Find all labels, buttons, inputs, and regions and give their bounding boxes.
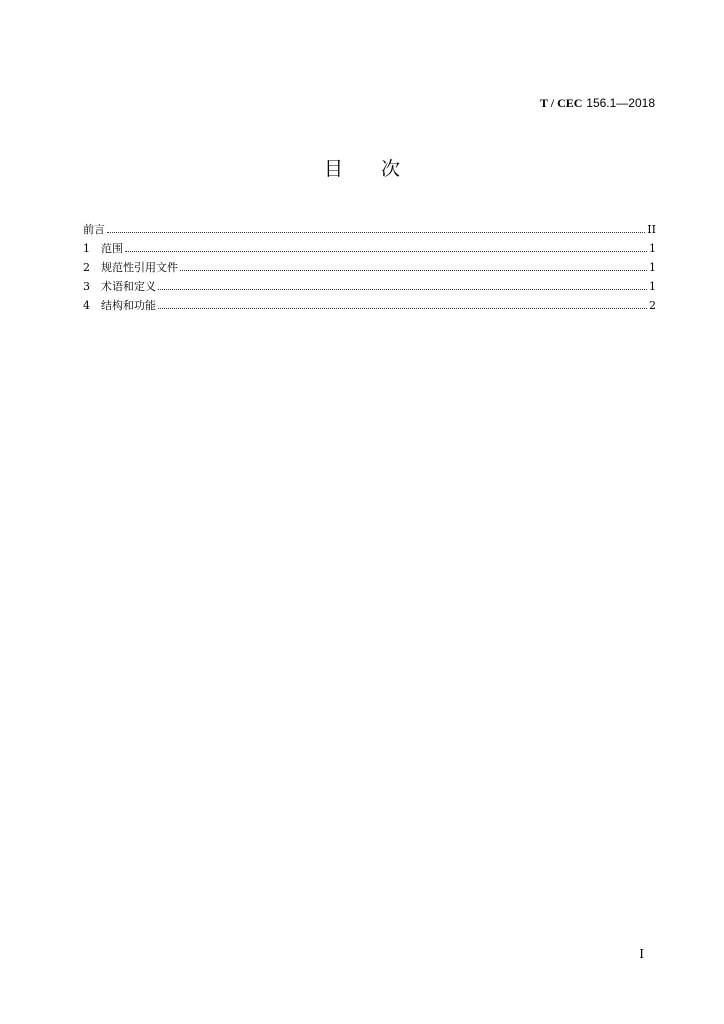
toc-entry-normative-references[interactable] [83, 256, 656, 275]
toc-entry-label: 结构和功能 [101, 299, 156, 312]
toc-heading [0, 157, 724, 181]
table-of-contents [83, 218, 656, 313]
toc-entry-page: 1 [649, 242, 656, 255]
page-number: I [639, 947, 644, 961]
toc-entry-foreword[interactable] [83, 218, 656, 237]
toc-entry-page: 2 [649, 299, 656, 312]
toc-leader-dots [125, 251, 647, 252]
standard-prefix: T / CEC [539, 96, 583, 110]
toc-entry-number: 3 [83, 280, 90, 293]
toc-entry-number: 1 [83, 242, 90, 255]
toc-entry-structure-function[interactable] [83, 294, 656, 313]
toc-leader-dots [107, 232, 645, 233]
toc-entry-scope[interactable] [83, 237, 656, 256]
toc-leader-dots [158, 308, 647, 309]
standard-number: 156.1—2018 [586, 96, 655, 110]
toc-entry-label: 前言 [83, 223, 105, 236]
toc-entry-terms-definitions[interactable] [83, 275, 656, 294]
toc-entry-page: 1 [649, 280, 656, 293]
toc-entry-number: 4 [83, 299, 90, 312]
toc-entry-label: 规范性引用文件 [101, 261, 178, 274]
toc-leader-dots [158, 289, 647, 290]
toc-entry-page: 1 [649, 261, 656, 274]
toc-heading-part1: 目 [323, 158, 343, 180]
toc-entry-number: 2 [83, 261, 90, 274]
standard-code [540, 96, 655, 110]
toc-heading-part2: 次 [381, 158, 401, 180]
toc-entry-page: II [647, 223, 656, 236]
toc-entry-label: 术语和定义 [101, 280, 156, 293]
toc-entry-label: 范围 [101, 242, 123, 255]
toc-leader-dots [180, 270, 647, 271]
